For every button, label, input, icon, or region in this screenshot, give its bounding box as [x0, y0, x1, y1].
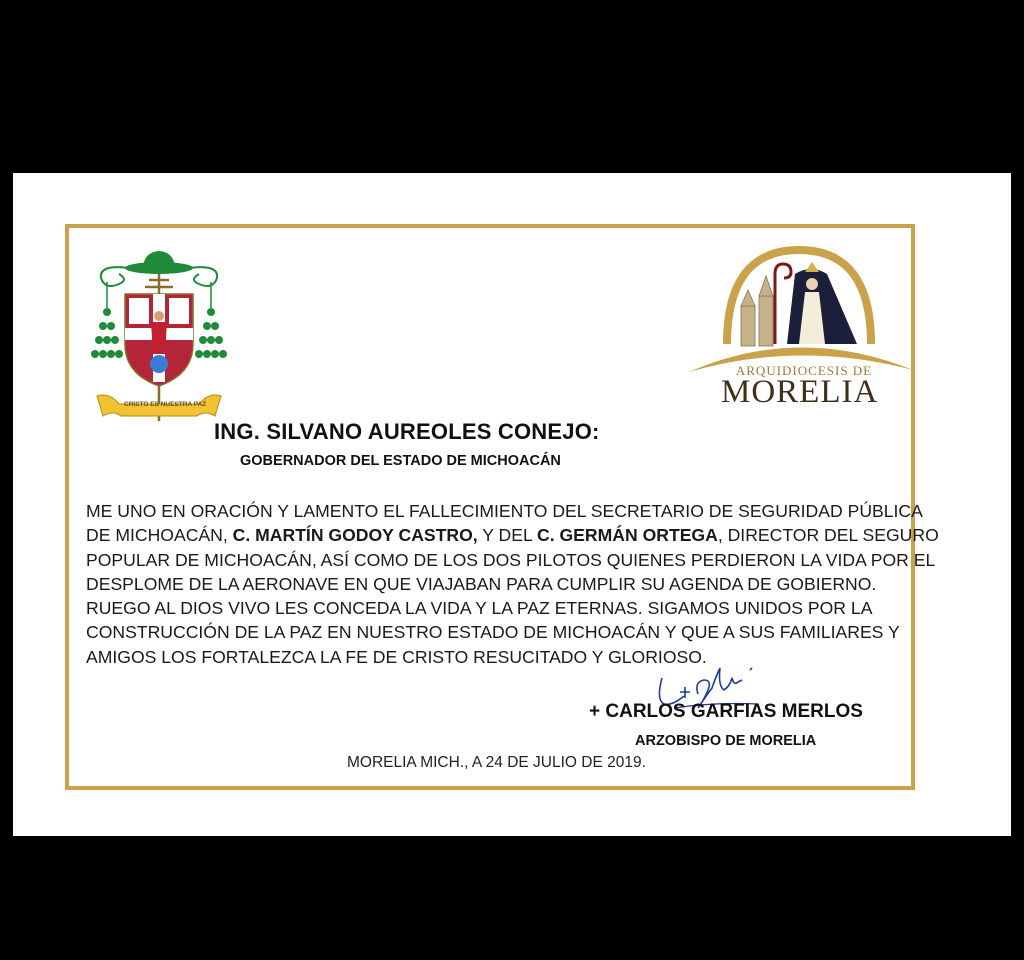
logo-title: MORELIA — [721, 374, 879, 410]
message-line: DE MICHOACÁN, C. MARTÍN GODOY CASTRO, Y DEL C. GERMÁN ORTEGA, DIRECTOR DEL SEGURO — [86, 525, 939, 546]
condolence-message — [86, 499, 939, 669]
recipient-name: ING. SILVANO AUREOLES CONEJO: — [214, 419, 600, 444]
deceased-name-1: C. MARTÍN GODOY CASTRO, — [232, 525, 478, 546]
signer-name: + CARLOS GARFIAS MERLOS — [589, 701, 863, 722]
logo-small-text: ARQUIDIOCESIS DE — [735, 363, 873, 378]
message-line: CONSTRUCCIÓN DE LA PAZ EN NUESTRO ESTADO DE MICHOACÁN Y QUE A SUS FAMILIARES Y — [86, 622, 900, 643]
message-line: RUEGO AL DIOS VIVO LES CONCEDA LA VIDA Y LA PAZ ETERNAS. SIGAMOS UNIDOS POR LA — [86, 598, 873, 619]
recipient-title: GOBERNADOR DEL ESTADO DE MICHOACÁN — [240, 453, 561, 469]
message-line: POPULAR DE MICHOACÁN, ASÍ COMO DE LOS DOS PILOTOS QUIENES PERDIERON LA VIDA POR EL — [86, 549, 936, 570]
condolence-card — [65, 224, 939, 790]
coat-of-arms-motto: CRISTO ES NUESTRA PAZ — [124, 401, 207, 408]
signer-title: ARZOBISPO DE MORELIA — [635, 733, 817, 749]
message-line: DESPLOME DE LA AERONAVE EN QUE VIAJABAN PARA CUMPLIR SU AGENDA DE GOBIERNO. — [86, 573, 877, 594]
message-line: AMIGOS LOS FORTALEZCA LA FE DE CRISTO RESUCITADO Y GLORIOSO. — [86, 646, 707, 667]
document-sheet — [13, 173, 1011, 836]
message-line: ME UNO EN ORACIÓN Y LAMENTO EL FALLECIMIENTO DEL SECRETARIO DE SEGURIDAD PÚBLICA — [86, 501, 923, 521]
deceased-name-2: C. GERMÁN ORTEGA — [537, 525, 718, 546]
place-date: MORELIA MICH., A 24 DE JULIO DE 2019. — [347, 754, 646, 771]
